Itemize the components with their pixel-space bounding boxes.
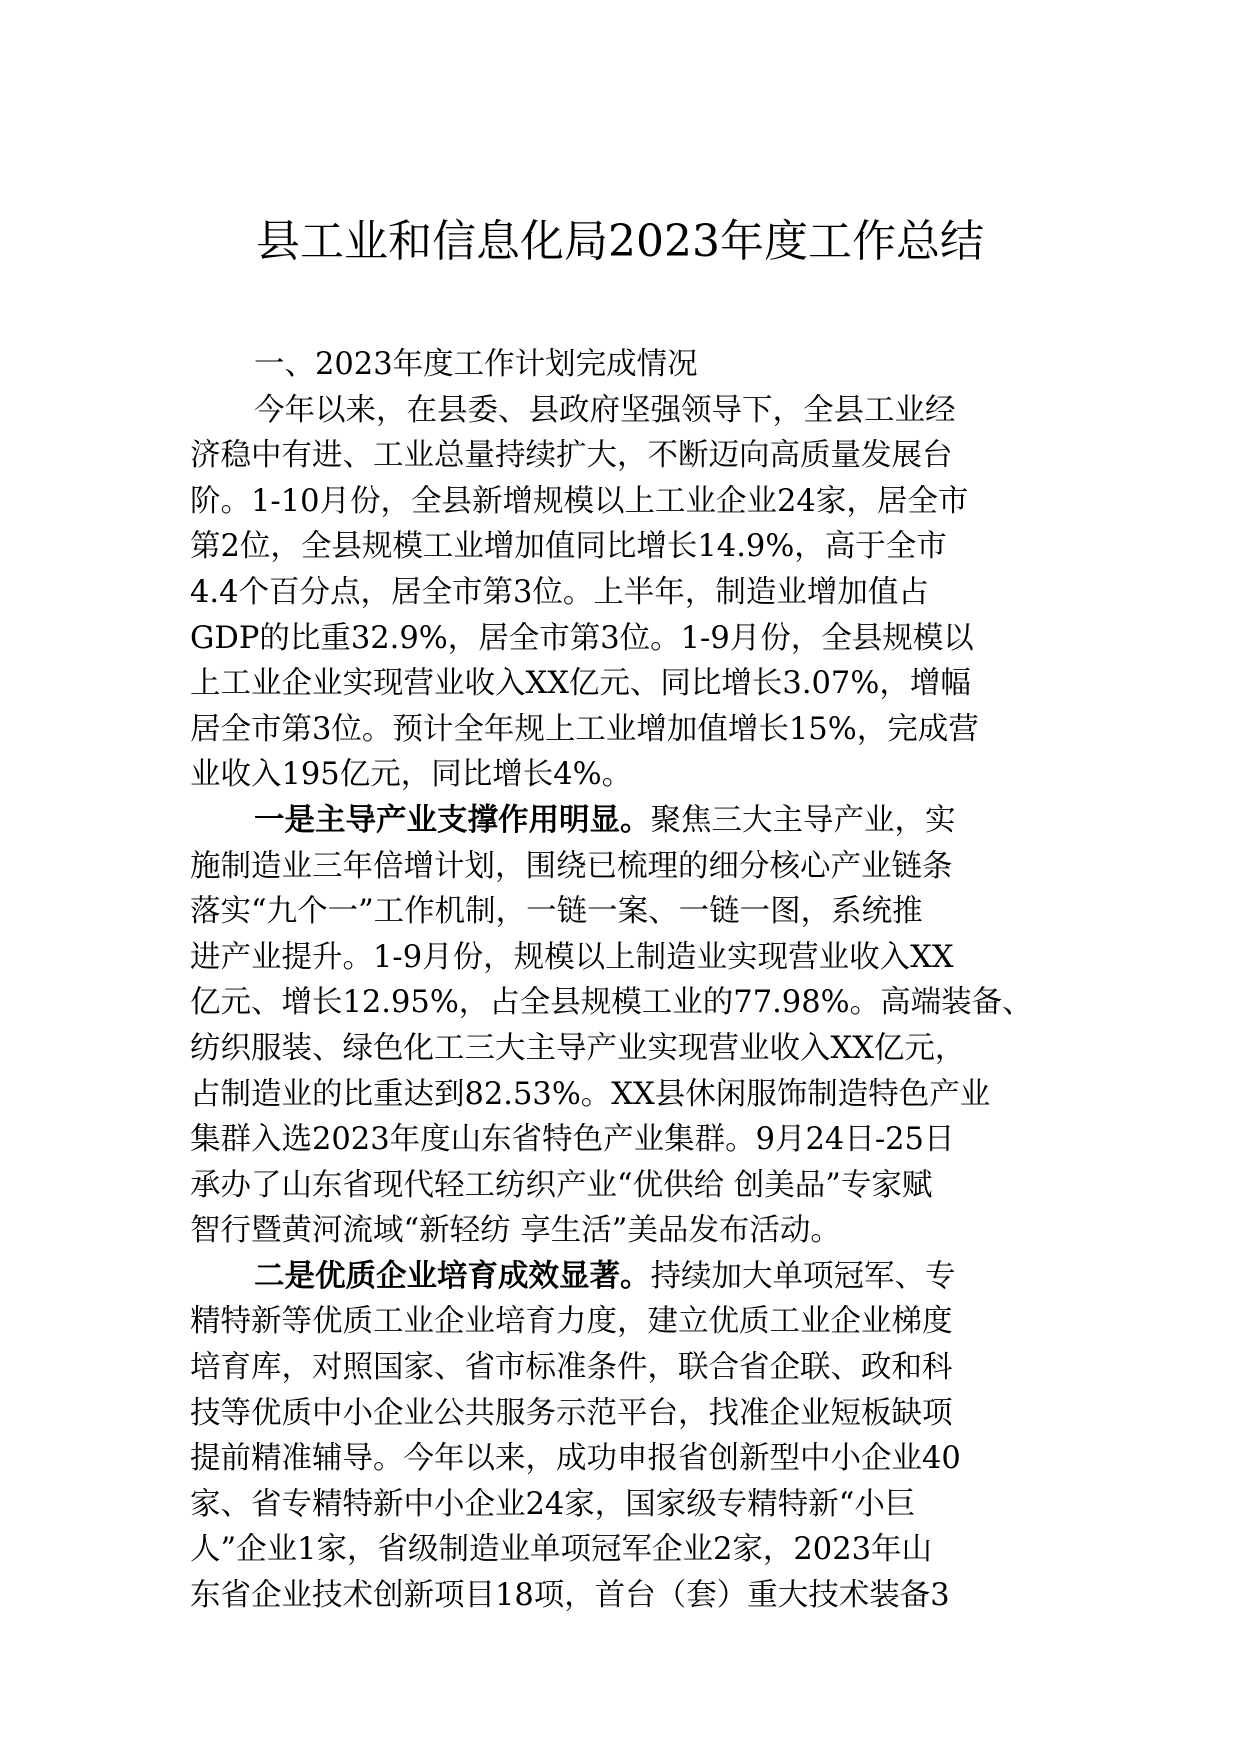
document-body [190,342,1056,1619]
paragraph-line: 技等优质中小企业公共服务示范平台，找准企业短板缺项 [190,1395,953,1431]
paragraph-line: 今年以来，在县委、县政府坚强领导下，全县工业经 [254,392,956,428]
paragraph-line: 施制造业三年倍增计划，围绕已梳理的细分核心产业链条 [190,848,953,884]
paragraph-line: 亿元、增长12.95%，占全县规模工业的77.98%。高端装备、 [190,985,1033,1021]
document-title: 县工业和信息化局2023年度工作总结 [256,216,984,267]
paragraph-line: 4.4个百分点，居全市第3位。上半年，制造业增加值占 [190,574,929,610]
paragraph-line: 占制造业的比重达到82.53%。XX县休闲服饰制造特色产业 [190,1076,991,1112]
paragraph-line-rest: 持续加大单项冠军、专 [650,1258,956,1294]
paragraph-line: 家、省专精特新中小企业24家，国家级专精特新“小巨 [190,1486,916,1522]
paragraph-first-line [190,1254,1056,1300]
paragraph-line: 第2位，全县规模工业增加值同比增长14.9%，高于全市 [190,529,947,565]
paragraph-line: 集群入选2023年度山东省特色产业集群。9月24日-25日 [190,1122,955,1158]
paragraph-line: 济稳中有进、工业总量持续扩大，不断迈向高质量发展台 [190,438,953,474]
paragraph-line: 落实“九个一”工作机制，一链一案、一链一图，系统推 [190,894,923,930]
paragraph-line: 阶。1-10月份，全县新增规模以上工业企业24家，居全市 [190,483,969,519]
paragraph-line: 进产业提升。1-9月份，规模以上制造业实现营业收入XX [190,939,954,975]
paragraph-line: 人”企业1家，省级制造业单项冠军企业2家，2023年山 [190,1532,933,1568]
paragraph-line: 承办了山东省现代轻工纺织产业“优供给 创美品”专家赋 [190,1167,933,1203]
section-heading: 一、2023年度工作计划完成情况 [254,347,698,382]
paragraph-line: 智行暨黄河流域“新轻纺 享生活”美品发布活动。 [190,1213,841,1249]
bold-lead-text: 二是优质企业培育成效显著。 [254,1258,651,1294]
paragraph-first-line [190,798,1056,844]
paragraph-line: 纺织服装、绿色化工三大主导产业实现营业收入XX亿元， [190,1030,966,1066]
paragraph-line: 精特新等优质工业企业培育力度，建立优质工业企业梯度 [190,1304,953,1340]
paragraph-line: GDP的比重32.9%，居全市第3位。1-9月份，全县规模以 [190,620,974,656]
paragraph-line: 业收入195亿元，同比增长4%。 [190,757,633,793]
paragraph-line: 培育库，对照国家、省市标准条件，联合省企联、政和科 [190,1350,953,1386]
paragraph-line: 提前精准辅导。今年以来，成功申报省创新型中小企业40 [190,1441,961,1477]
paragraph-line-rest: 聚焦三大主导产业，实 [650,802,956,838]
bold-lead-text: 一是主导产业支撑作用明显。 [254,802,651,838]
paragraph-line: 居全市第3位。预计全年规上工业增加值增长15%，完成营 [190,711,979,747]
paragraph-line: 上工业企业实现营业收入XX亿元、同比增长3.07%，增幅 [190,666,971,702]
paragraph-line: 东省企业技术创新项目18项，首台（套）重大技术装备3 [190,1578,950,1614]
